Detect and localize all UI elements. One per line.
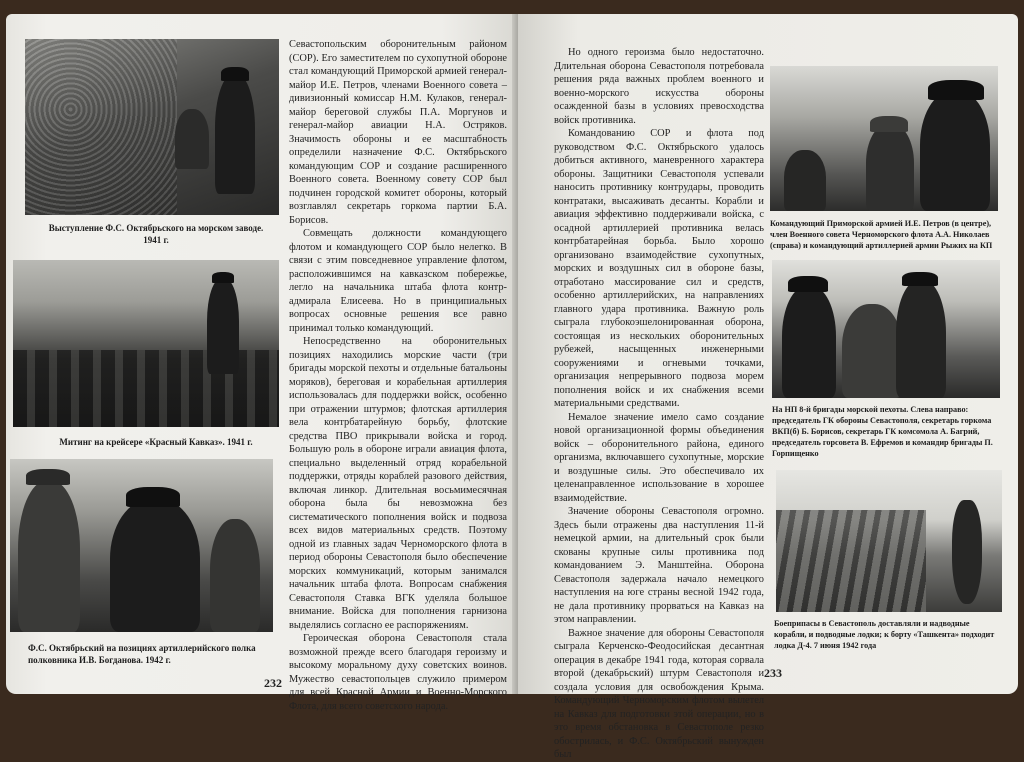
photo-artillery-regiment: [10, 459, 273, 632]
caption-photo-5: На НП 8-й бригады морской пехоты. Слева направо: председатель ГК обороны Севастополя, секретарь горкома ВКП(б) Б. Борисов, секретарь ГК комсомола А. Багрий, председатель горсовета В. Ефремов и командир бригады П. Горпищенко: [772, 405, 993, 458]
caption-photo-4: Командующий Приморской армией И.Е. Петров (в центре), член Военного совета Черноморского флота А.А. Николаев (справа) и командующий артиллерией армии Рыжих на КП: [770, 219, 993, 250]
left-text-column: [289, 38, 507, 712]
right-text-column: [554, 46, 764, 760]
caption-photo-3: Ф.С. Октябрьский на позициях артиллерийского полка полковника И.В. Богданова. 1942 г.: [28, 643, 256, 665]
paragraph: Непосредственно на оборонительных позициях находились морские части (три бригады морской пехоты и отдельные батальоны моряков), береговая и корабельная артиллерия использовалась для поддержки войск, особенно при отражении штурмов; флотская артиллерия вела контрбатарейную борьбу, флотские средства ПВО прикрывали войска и город. Большую роль в обороне играли авиация флота, специально выделенный отряд корабельной поддержки, отряды кораблей разового действия, включая линкор. Длительная восьмимесячная оборона была бы невозможна без систематического пополнения войск и подвоза всех видов материальных средств. Поэтому одной из главных задач Черноморского флота в период обороны Севастополя было обеспечение морских коммуникаций, которым занимался начальник штаба флота. Вопросам снабжения Севастополя Ставка ВГК уделяла большое внимание. Войска для пополнения гарнизона выделялись согласно ее распоряжениям.: [289, 336, 507, 631]
photo-observation-post-8th-brigade: [772, 260, 1000, 398]
left-page: [6, 14, 518, 712]
paragraph: Севастопольским оборонительным районом (СОР). Его заместителем по сухопутной обороне стал командующий Приморской армией генерал-майор И.Е. Петров, членами Военного совета – дивизионный комиссар Н.М. Кулаков, генерал-майор береговой службы П.А. Моргунов и генерал-майор авиации Н.А. Остряков. Значимость обороны и ее масштабность определили назначение Ф.С. Октябрьского командующим СОР и создание расширенного Военного совета. Военному совету СОР был подчинен городской комитет обороны, который возглавлял секретарь горкома партии Б.А. Борисов.: [289, 39, 507, 226]
paragraph: Героическая оборона Севастополя стала возможной прежде всего благодаря героизму и высокому моральному духу советских воинов. Мужество севастопольцев служило примером для всей Красной Армии и Военно-Морского Флота, для всего советского народа.: [289, 633, 507, 712]
caption-photo-2: Митинг на крейсере «Красный Кавказ». 1941 г.: [59, 437, 253, 447]
right-page: [518, 14, 1018, 760]
paragraph: Важное значение для обороны Севастополя сыграла Керченско-Феодосийская десантная операция в декабре 1941 года, которая сорвала второй (декабрьский) штурм Севастополя и создала условия для освобождения Крыма. Командующий Черноморским флотом вылетел на Кавказ для подготовки этой операции, но в это время обстановка в Севастополе резко обострилась, и Ф.С. Октябрьский вынужден был: [554, 627, 764, 760]
paragraph: Но одного героизма было недостаточно. Длительная оборона Севастополя потребовала решения ряда важных проблем военного и военно-морского искусства обороны осажденной базы в условиях превосходства войск противника.: [554, 47, 764, 126]
photo-petrov-at-command-post: [770, 66, 998, 211]
paragraph: Совмещать должности командующего флотом и командующего СОР было нелегко. В связи с этим повседневное управление флотом, расположившимся на кавказском побережье, легло на начальника штаба флота контр-адмирала Елисеева. Но в принципиальных вопросах основные решения все равно принимал только командующий.: [289, 228, 507, 334]
caption-photo-6: Боеприпасы в Севастополь доставляли и надводные корабли, и подводные лодки; к борту «Ташкента» подходит лодка Д-4. 7 июня 1942 года: [774, 619, 995, 650]
page-number-left: 232: [264, 676, 282, 690]
paragraph: Значение обороны Севастополя огромно. Здесь были отражены два наступления 11-й немецкой армии, на длительный срок были скованы крупные силы противника под командованием Э. Манштейна. Оборона Севастополя задержала начало немецкого наступления на юге страны весной 1942 года, не дала противнику прорваться на Кавказ на этом направлении.: [554, 506, 764, 625]
page-number-right: 233: [764, 666, 782, 680]
photo-submarine-tashkent: [776, 470, 1002, 612]
photo-speech-at-shipyard: [25, 39, 279, 215]
paragraph: Командованию СОР и флота под руководством Ф.С. Октябрьского удалось добиться активного, маневренного характера обороны. Защитники Севастополя успевали наносить противнику контрудары, проводить контратаки, высаживать десанты. Корабли и авиация эффективно поддерживали войска, с осадной артиллерией противника велась контрбатарейная борьба. Было хорошо организовано взаимодействие сухопутных, морских и воздушных сил в обороне базы, отработано массирование сил и средств, особенно артиллерийских, на направлениях главного удара противника. Важную роль сыграла глубокоэшелонированная оборона, состоящая из нескольких оборонительных рубежей, насыщенных инженерными сооружениями и огневыми точками, организация непрерывного подвоза морем пополнения войск и их снабжения всеми материальными средствами.: [554, 128, 764, 409]
paragraph: Немалое значение имело само создание новой организационной формы объединения войск – оборонительного района, единого организма, включавшего сухопутные, морские и воздушные силы. Это обеспечивало их целенаправленное использование в хорошее взаимодействие.: [554, 411, 764, 504]
caption-photo-1: Выступление Ф.С. Октябрьского на морском заводе. 1941 г.: [48, 223, 264, 245]
photo-rally-on-cruiser: [13, 260, 279, 427]
